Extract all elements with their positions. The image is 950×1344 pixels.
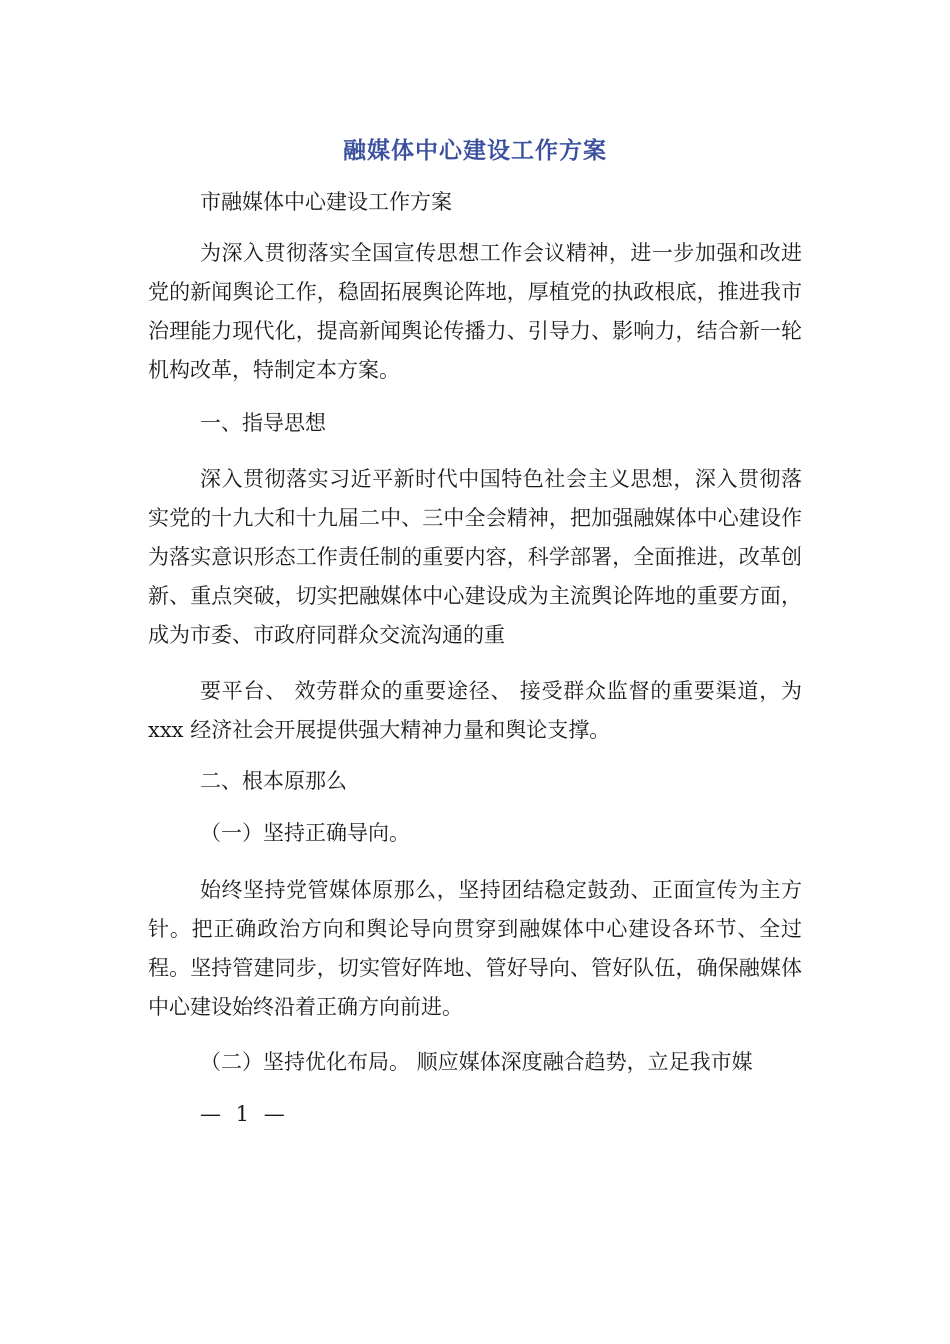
guiding-thought-continuation: 要平台、 效劳群众的重要途径、 接受群众监督的重要渠道，为 xxx 经济社会开展提供强大精神力量和舆论支撑。 (148, 679, 802, 742)
guiding-thought-paragraph: 深入贯彻落实习近平新时代中国特色社会主义思想，深入贯彻落实党的十九大和十九届二中、三中全会精神，把加强融媒体中心建设作为落实意识形态工作责任制的重要内容，科学部署，全面推进，改革创新、重点突破，切实把融媒体中心建设成为主流舆论阵地的重要方面，成为市委、市政府同群众交流沟通的重 (148, 467, 802, 647)
document-subtitle: 市融媒体中心建设工作方案 (200, 190, 452, 214)
subsection-heading-correct-direction: （一）坚持正确导向。 (200, 821, 410, 845)
section-heading-basic-principles: 二、根本原那么 (200, 769, 347, 793)
document-title: 融媒体中心建设工作方案 (343, 138, 607, 164)
section-heading-guiding-thought: 一、指导思想 (200, 411, 326, 435)
subsection-heading-optimize-layout: （二）坚持优化布局。 顺应媒体深度融合趋势，立足我市媒 (200, 1050, 753, 1074)
correct-direction-paragraph: 始终坚持党管媒体原那么，坚持团结稳定鼓劲、正面宣传为主方针。把正确政治方向和舆论导向贯穿到融媒体中心建设各环节、全过程。坚持管建同步，切实管好阵地、管好导向、管好队伍，确保融媒体中心建设始终沿着正确方向前进。 (148, 878, 802, 1019)
page-number: — 1 — (200, 1102, 289, 1126)
intro-paragraph: 为深入贯彻落实全国宣传思想工作会议精神，进一步加强和改进党的新闻舆论工作，稳固拓展舆论阵地，厚植党的执政根底，推进我市治理能力现代化，提高新闻舆论传播力、引导力、影响力，结合新一轮机构改革，特制定本方案。 (148, 241, 802, 382)
